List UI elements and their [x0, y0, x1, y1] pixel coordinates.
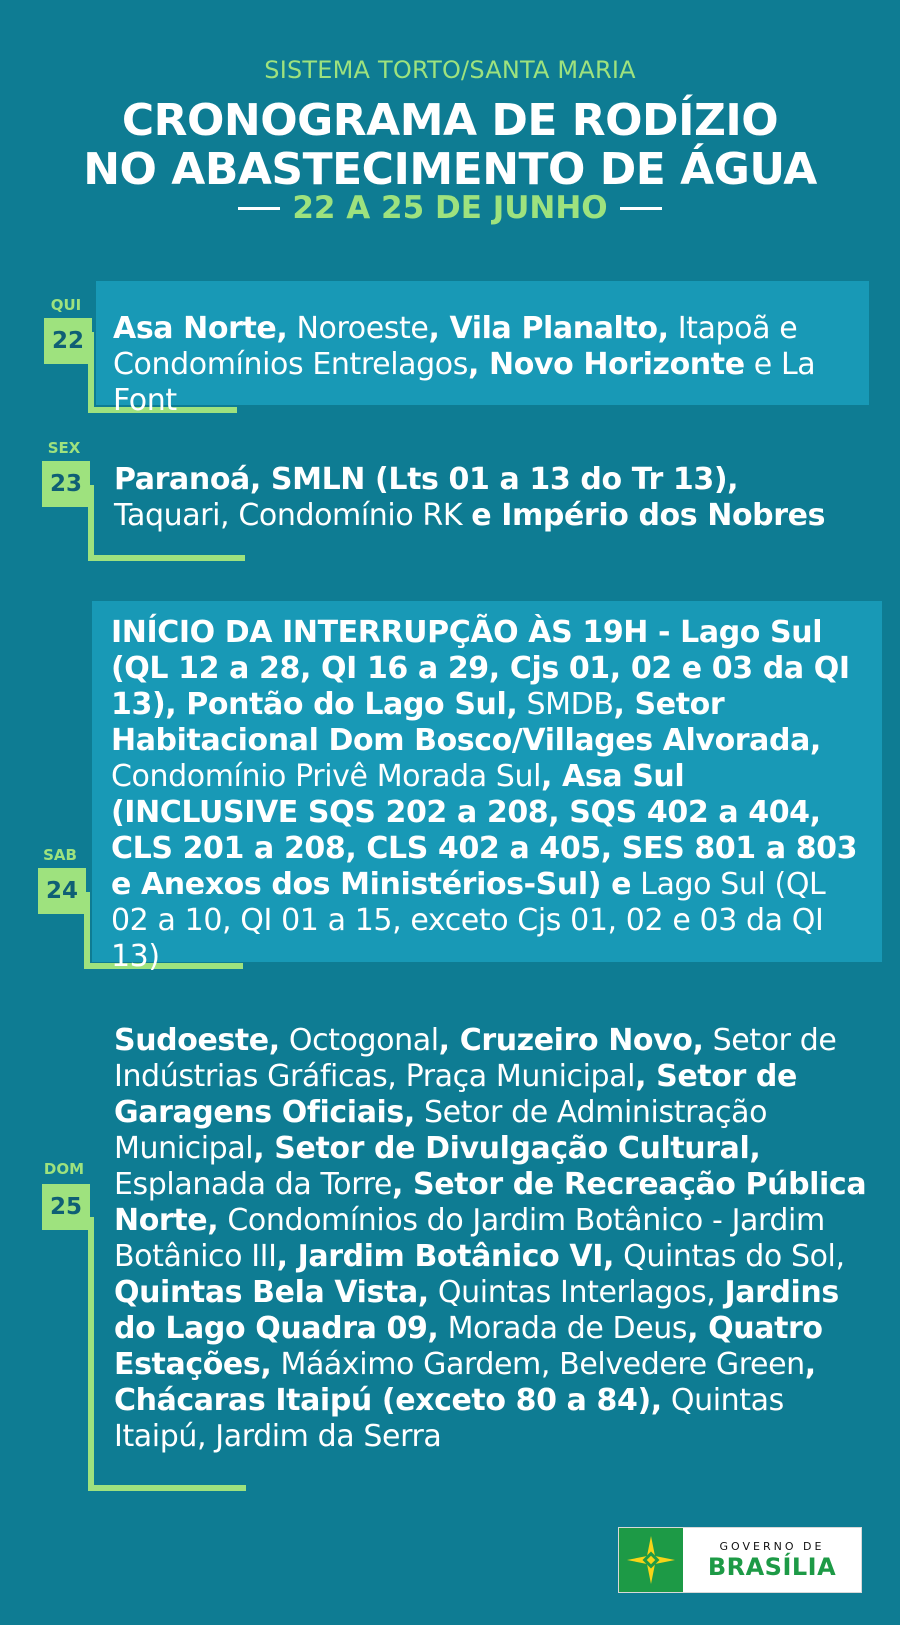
area-name: Noroeste — [287, 311, 429, 346]
area-name-bold: , Jardim Botânico VI, — [276, 1239, 614, 1274]
area-name-bold: Asa Norte, — [113, 311, 288, 346]
day-22-areas — [113, 311, 853, 419]
area-name-bold: , Novo Horizonte — [467, 347, 745, 382]
area-name: e La Font — [113, 347, 816, 418]
area-name-bold: , Setor Habitacional Dom Bosco/Villages Alvorada, — [111, 687, 821, 758]
date-range: 22 A 25 DE JUNHO — [292, 190, 608, 226]
area-name-bold: , Setor de Recreação Pública Norte, — [114, 1167, 867, 1238]
area-name: Quintas do Sol, — [613, 1239, 845, 1274]
area-name-bold: Sudoeste, — [114, 1023, 280, 1058]
title-line-2: NO ABASTECIMENTO DE ÁGUA — [83, 144, 817, 195]
day-23-bracket-horizontal — [88, 555, 245, 561]
logo-line-1: GOVERNO DE — [719, 1539, 825, 1553]
area-name: Esplanada da Torre — [114, 1167, 392, 1202]
left-dash — [238, 207, 280, 210]
area-name-bold: , Vila Planalto, — [428, 311, 669, 346]
area-name: Condomínios do Jardim Botânico - Jardim Botânico III — [114, 1203, 825, 1274]
brasilia-flag-icon — [619, 1528, 683, 1592]
area-name-bold: , Quatro Estações, — [114, 1311, 823, 1382]
logo-line-2: BRASÍLIA — [707, 1552, 837, 1581]
governo-brasilia-logo — [618, 1527, 862, 1593]
area-name: Itapoã e Condomínios Entrelagos — [113, 311, 798, 382]
day-24-weekday: SAB — [43, 846, 77, 864]
area-name: Setor de Indústrias Gráficas, Praça Municipal — [114, 1023, 837, 1094]
area-name: Mááximo Gardem, Belvedere Green — [271, 1347, 805, 1382]
area-name-bold: , Setor de Divulgação Cultural, — [253, 1131, 761, 1166]
area-name-bold: , Chácaras Itaipú (exceto 80 a 84), — [114, 1347, 816, 1418]
area-name-bold: e Império dos Nobres — [471, 498, 826, 533]
date-range-row — [0, 190, 900, 226]
area-name: Quintas Itaipú, Jardim da Serra — [114, 1383, 784, 1454]
page-title — [0, 96, 900, 194]
right-dash — [620, 207, 662, 210]
area-name-bold: , Cruzeiro Novo, — [438, 1023, 704, 1058]
area-name: SMDB — [517, 687, 614, 722]
day-25-bracket-horizontal — [88, 1485, 246, 1491]
title-line-1: CRONOGRAMA DE RODÍZIO — [121, 95, 779, 146]
day-25-number: 25 — [42, 1184, 90, 1230]
day-22-weekday: QUI — [50, 296, 82, 314]
day-24-areas — [111, 615, 871, 975]
area-name-bold: Jardins do Lago Quadra 09, — [114, 1275, 839, 1346]
day-23-areas — [114, 462, 854, 534]
area-name: Octogonal — [279, 1023, 439, 1058]
day-24-number: 24 — [38, 868, 86, 914]
area-name-bold: Paranoá, SMLN (Lts 01 a 13 do Tr 13), — [114, 462, 739, 497]
area-name: Morada de Deus — [438, 1311, 688, 1346]
day-23-weekday: SEX — [47, 439, 81, 457]
area-name-bold: INÍCIO DA INTERRUPÇÃO ÀS 19H - Lago Sul (QL 12 a 28, QI 16 a 29, Cjs 01, 02 e 03 da QI 13), Pontão do Lago Sul, — [111, 615, 850, 722]
day-23-number: 23 — [42, 461, 90, 507]
day-22-number: 22 — [44, 318, 92, 364]
area-name: Quintas Interlagos, — [428, 1275, 725, 1310]
area-name-bold: , Setor de Garagens Oficiais, — [114, 1059, 797, 1130]
system-subtitle: SISTEMA TORTO/SANTA MARIA — [264, 56, 636, 84]
area-name: Taquari, Condomínio RK — [114, 498, 472, 533]
area-name-bold: Quintas Bela Vista, — [114, 1275, 429, 1310]
day-25-weekday: DOM — [43, 1160, 85, 1178]
day-25-areas — [114, 1023, 874, 1455]
area-name-bold: , Asa Sul (INCLUSIVE SQS 202 a 208, SQS 402 a 404, CLS 201 a 208, CLS 402 a 405, SES 801 a 803 e Anexos dos Ministérios-Sul) e — [111, 759, 858, 902]
area-name: Setor de Administração Municipal — [114, 1095, 768, 1166]
day-25-bracket-vertical — [88, 1217, 94, 1491]
area-name: Lago Sul (QL 02 a 10, QI 01 a 15, exceto Cjs 01, 02 e 03 da QI 13) — [111, 867, 826, 974]
logo-wordmark — [683, 1528, 861, 1592]
area-name: Condomínio Privê Morada Sul — [111, 759, 542, 794]
